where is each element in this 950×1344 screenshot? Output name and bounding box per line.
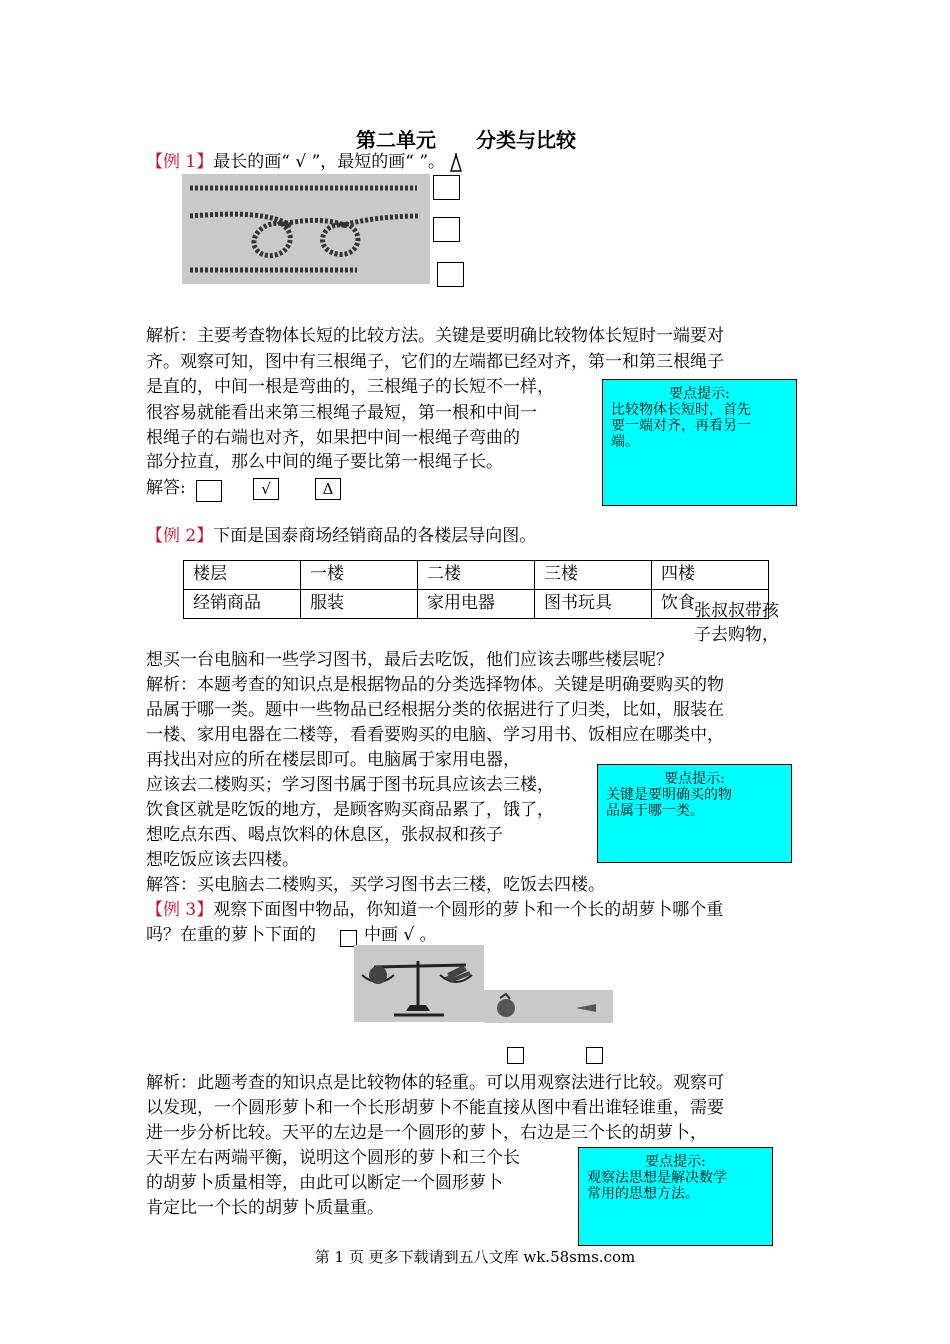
answer-box-rope-1[interactable] [433,175,460,200]
example-2-text: 下面是国泰商场经销商品的各楼层导向图。 [213,526,537,546]
example-2-question [146,524,536,549]
tip-box-3 [578,1147,773,1246]
example-2-line-2: 解析：本题考查的知识点是根据物品的分类选择物体。关键是明确要购买的物 [146,675,724,695]
tip-title: 要点提示: [645,1154,706,1170]
table-cell: 饮食 [652,590,769,619]
example-3-text: 观察下面图中物品，你知道一个圆形的萝卜和一个长的胡萝卜哪个重 [213,900,724,920]
tip-line: 要一端对齐，再看另一 [611,418,751,434]
delta-mark-icon [449,153,463,177]
example-1-analysis-6: 部分拉直，那么中间的绳子要比第一根绳子长。 [146,452,503,472]
example-1-analysis-2: 齐。观察可知，图中有三根绳子，它们的左端都已经对齐，第一和第三根绳子 [146,352,724,372]
example-2-tag: 【例 2】 [146,526,214,546]
tip-line: 比较物体长短时，首先 [611,402,751,418]
example-3-question-2b: 中画 √ 。 [364,925,437,945]
ropes-image [182,174,430,284]
example-1-text: 最长的画“ √ ”，最短的画“ ”。 [213,152,446,172]
example-1-analysis-1: 解析：主要考查物体长短的比较方法。关键是要明确比较物体长短时一端要对 [146,326,724,346]
example-1-analysis-4: 很容易就能看出来第三根绳子最短，第一根和中间一 [146,403,537,423]
example-2-line-6: 应该去二楼购买；学习图书属于图书玩具应该去三楼， [146,775,554,795]
answer-mark-box-3: Δ [315,478,341,500]
example-3-question-2a: 吗？在重的萝卜下面的 [146,925,316,945]
table-cell: 图书玩具 [535,590,652,619]
example-2-line-5: 再找出对应的所在楼层即可。电脑属于家用电器， [146,750,520,770]
table-cell: 三楼 [535,561,652,590]
page-title: 第二单元 分类与比较 [356,128,576,152]
example-3-line-2: 以发现，一个圆形萝卜和一个长形胡萝卜不能直接从图中看出谁轻谁重，需要 [146,1098,724,1118]
example-3-line-3: 进一步分析比较。天平的左边是一个圆形的萝卜，右边是三个长的胡萝卜， [146,1123,707,1143]
example-2-line-9: 想吃饭应该去四楼。 [146,850,299,870]
answer-box-rope-3[interactable] [437,262,464,287]
example-2-line-3: 品属于哪一类。题中一些物品已经根据分类的依据进行了归类，比如，服装在 [146,700,724,720]
example-2-answer: 解答：买电脑去二楼购买，买学习图书去三楼，吃饭去四楼。 [146,875,605,895]
example-3-line-6: 肯定比一个长的胡萝卜质量重。 [146,1198,384,1218]
example-2-side-2: 子去购物， [694,625,779,645]
answer-mark-box-2: √ [253,478,279,500]
tip-title: 要点提示: [664,771,725,787]
page-footer: 第 1 页 更多下载请到五八文库 wk.58sms.com [314,1248,636,1266]
example-1-analysis-3: 是直的，中间一根是弯曲的，三根绳子的长短不一样， [146,377,554,397]
tip-line: 关键是要明确买的物 [606,787,732,803]
tip-box-1 [602,379,797,506]
example-1-question [146,150,445,175]
example-2-line-4: 一楼、家用电器在二楼等，看看要购买的电脑、学习用书、饭相应在哪类中， [146,725,724,745]
example-2-line-1: 想买一台电脑和一些学习图书，最后去吃饭，他们应该去哪些楼层呢？ [146,650,673,670]
table-cell: 一楼 [301,561,418,590]
table-cell: 家用电器 [418,590,535,619]
tip-line: 品属于哪一类。 [606,803,704,819]
floor-guide-table [183,560,769,619]
example-1-answer-label: 解答: [146,478,186,498]
answer-box-carrot[interactable] [586,1047,603,1064]
example-2-line-8: 想吃点东西、喝点饮料的休息区，张叔叔和孩子 [146,825,503,845]
answer-box-radish[interactable] [507,1047,524,1064]
example-3-question-1 [146,898,723,923]
table-cell: 二楼 [418,561,535,590]
tip-line: 常用的思想方法。 [587,1186,699,1202]
table-cell: 经销商品 [184,590,301,619]
table-cell: 服装 [301,590,418,619]
example-3-line-4: 天平左右两端平衡，说明这个圆形的萝卜和三个长 [146,1148,520,1168]
table-cell: 四楼 [652,561,769,590]
example-3-tag: 【例 3】 [146,900,214,920]
tip-box-2 [597,764,792,863]
example-2-side-1: 张叔叔带孩 [694,601,779,621]
table-row [184,561,769,590]
table-cell: 楼层 [184,561,301,590]
example-3-line-1: 解析：此题考查的知识点是比较物体的轻重。可以用观察法进行比较。观察可 [146,1073,724,1093]
answer-mark-box-1 [196,480,222,502]
table-row [184,590,769,619]
tip-title: 要点提示: [669,386,730,402]
tip-line: 端。 [611,434,639,450]
balance-scale-image [354,945,484,1022]
example-3-line-5: 的胡萝卜质量相等，由此可以断定一个圆形萝卜 [146,1173,503,1193]
example-1-tag: 【例 1】 [146,152,214,172]
answer-box-rope-2[interactable] [433,217,460,242]
tip-line: 观察法思想是解决数学 [587,1170,727,1186]
example-2-line-7: 饮食区就是吃饭的地方，是顾客购买商品累了，饿了， [146,800,554,820]
example-1-analysis-5: 根绳子的右端也对齐，如果把中间一根绳子弯曲的 [146,428,520,448]
radish-carrot-image [484,990,613,1023]
